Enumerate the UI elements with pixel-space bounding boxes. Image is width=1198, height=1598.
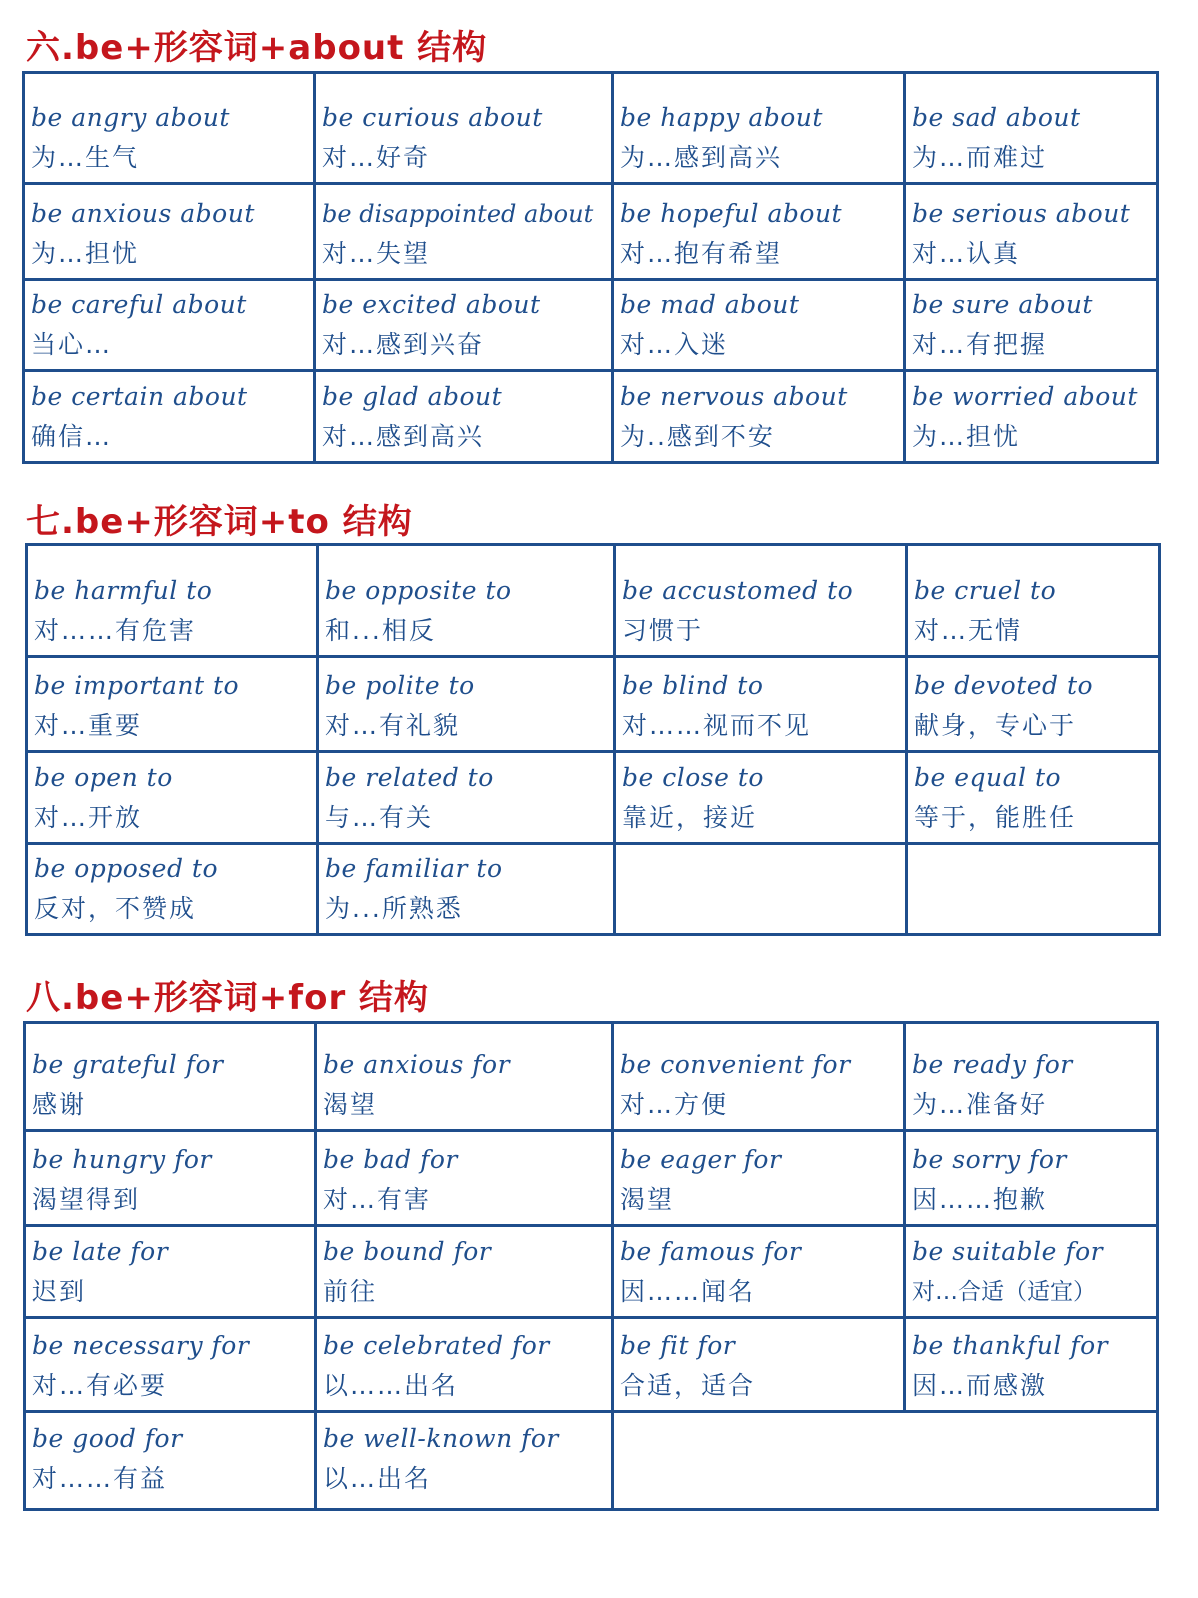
phrase-en: be sure about [912, 290, 1093, 319]
table-cell [28, 845, 319, 933]
table-cell [28, 546, 319, 658]
phrase-zh: 对……有益 [32, 1463, 168, 1493]
phrase-zh: 为…担忧 [31, 239, 140, 268]
section-title-for: 八.be+形容词+for 结构 [26, 978, 430, 1018]
table-cell [26, 1413, 317, 1508]
phrase-zh: 献身，专心于 [914, 711, 1077, 740]
phrase-zh: 对…无情 [914, 616, 1023, 645]
table-cell [614, 281, 906, 372]
table-cell [908, 546, 1158, 658]
phrase-en: be certain about [31, 382, 248, 411]
phrase-en: be celebrated for [323, 1331, 550, 1360]
phrase-zh: 对…有礼貌 [325, 711, 461, 740]
phrase-en: be serious about [912, 199, 1131, 228]
phrase-zh: 对…感到高兴 [322, 422, 485, 451]
phrase-en: be glad about [322, 382, 503, 411]
phrase-en: be devoted to [914, 671, 1094, 700]
table-cell [319, 845, 616, 933]
phrase-zh: 对…入迷 [620, 330, 729, 359]
phrase-en: be fit for [620, 1331, 736, 1360]
table-cell [316, 74, 614, 185]
table-cell [317, 1319, 614, 1413]
table-cell [614, 1024, 906, 1132]
phrase-zh: 前往 [323, 1277, 378, 1306]
phrase-en: be worried about [912, 382, 1138, 411]
phrase-zh: 渴望 [323, 1090, 378, 1119]
phrase-en: be thankful for [912, 1331, 1109, 1360]
phrase-en: be bad for [323, 1145, 458, 1174]
phrase-zh: 为…准备好 [912, 1090, 1048, 1119]
phrase-zh: 感谢 [32, 1090, 87, 1119]
table-cell [319, 658, 616, 753]
phrase-en: be harmful to [34, 576, 213, 605]
section-title-about: 六.be+形容词+about 结构 [26, 28, 488, 68]
phrase-zh: 为…感到高兴 [620, 143, 783, 172]
phrase-zh: 对…有必要 [32, 1371, 168, 1400]
phrase-zh: 为…担忧 [912, 422, 1021, 451]
phrase-en: be sorry for [912, 1145, 1067, 1174]
phrase-en: be necessary for [32, 1331, 250, 1360]
phrase-zh: 合适，适合 [620, 1371, 756, 1400]
section-title-to: 七.be+形容词+to 结构 [26, 502, 413, 542]
phrase-zh: 迟到 [32, 1277, 87, 1306]
phrase-zh: 对……有危害 [34, 616, 197, 645]
table-cell [26, 1132, 317, 1227]
empty-merged-cell [614, 1413, 1156, 1508]
phrase-zh: 习惯于 [622, 616, 704, 645]
table-cell [614, 185, 906, 281]
table-cell [316, 185, 614, 281]
table-for [23, 1021, 1159, 1511]
phrase-en: be anxious about [31, 199, 255, 228]
phrase-en: be suitable for [912, 1237, 1104, 1266]
table-cell [319, 546, 616, 658]
table-cell [26, 1024, 317, 1132]
phrase-en: be mad about [620, 290, 800, 319]
phrase-zh: 对…方便 [620, 1090, 729, 1119]
phrase-zh: 靠近，接近 [622, 803, 758, 832]
phrase-zh: 对…失望 [322, 239, 431, 268]
table-cell [906, 74, 1156, 185]
phrase-en: be hopeful about [620, 199, 843, 228]
phrase-en: be polite to [325, 671, 475, 700]
phrase-zh: 对…有把握 [912, 330, 1048, 359]
phrase-zh: 反对，不赞成 [34, 894, 197, 923]
phrase-zh: 因……抱歉 [912, 1185, 1048, 1214]
phrase-zh: 为…而难过 [912, 143, 1048, 172]
table-cell [616, 658, 908, 753]
table-cell [616, 753, 908, 845]
table-cell [25, 185, 316, 281]
phrase-en: be excited about [322, 290, 541, 319]
phrase-zh: 对…有害 [323, 1185, 432, 1214]
table-cell [28, 658, 319, 753]
phrase-en: be nervous about [620, 382, 848, 411]
table-cell [616, 546, 908, 658]
table-cell [614, 372, 906, 461]
phrase-zh: 以…出名 [323, 1463, 432, 1493]
table-cell [316, 372, 614, 461]
phrase-zh: 为...所熟悉 [325, 894, 463, 923]
empty-cell [616, 845, 908, 933]
phrase-zh: 对…认真 [912, 239, 1021, 268]
phrase-en: be ready for [912, 1050, 1073, 1079]
table-cell [317, 1024, 614, 1132]
phrase-en: be bound for [323, 1237, 492, 1266]
table-cell [319, 753, 616, 845]
phrase-zh: 和...相反 [325, 616, 436, 645]
phrase-en: be blind to [622, 671, 764, 700]
phrase-en: be close to [622, 763, 764, 792]
phrase-zh: 当心… [31, 330, 113, 359]
table-cell [908, 753, 1158, 845]
phrase-en: be sad about [912, 103, 1081, 132]
table-cell [316, 281, 614, 372]
table-cell [26, 1319, 317, 1413]
phrase-en: be equal to [914, 763, 1062, 792]
phrase-en: be grateful for [32, 1050, 224, 1079]
phrase-en: be late for [32, 1237, 169, 1266]
phrase-zh: 对…开放 [34, 803, 143, 832]
phrase-en: be anxious for [323, 1050, 511, 1079]
phrase-en: be good for [32, 1423, 183, 1453]
table-cell [906, 1132, 1156, 1227]
phrase-zh: 为..感到不安 [620, 422, 775, 451]
table-cell [317, 1227, 614, 1319]
table-cell [26, 1227, 317, 1319]
phrase-en: be important to [34, 671, 240, 700]
phrase-en: be hungry for [32, 1145, 212, 1174]
phrase-en: be disappointed about [322, 200, 594, 228]
table-cell [906, 372, 1156, 461]
phrase-zh: 对…抱有希望 [620, 239, 783, 268]
phrase-en: be opposite to [325, 576, 512, 605]
phrase-en: be open to [34, 763, 173, 792]
phrase-zh: 为…生气 [31, 143, 140, 172]
phrase-zh: 确信… [31, 422, 113, 451]
empty-cell [908, 845, 1158, 933]
table-cell [317, 1413, 614, 1508]
table-cell [614, 1227, 906, 1319]
phrase-zh: 对…重要 [34, 711, 143, 740]
phrase-zh: 对……视而不见 [622, 711, 812, 740]
table-cell [614, 74, 906, 185]
phrase-en: be well-known for [323, 1423, 559, 1453]
table-cell [906, 185, 1156, 281]
table-about [22, 71, 1159, 464]
table-cell [614, 1319, 906, 1413]
table-cell [317, 1132, 614, 1227]
phrase-zh: 对…感到兴奋 [322, 330, 485, 359]
phrase-zh: 等于，能胜任 [914, 803, 1077, 832]
phrase-zh: 渴望得到 [32, 1185, 141, 1214]
phrase-en: be careful about [31, 290, 247, 319]
phrase-zh: 渴望 [620, 1185, 675, 1214]
table-cell [614, 1132, 906, 1227]
table-cell [25, 281, 316, 372]
phrase-zh: 以……出名 [323, 1371, 459, 1400]
table-cell [906, 281, 1156, 372]
phrase-zh: 因……闻名 [620, 1277, 756, 1306]
table-cell [25, 372, 316, 461]
table-to [25, 543, 1161, 936]
phrase-en: be angry about [31, 103, 230, 132]
table-cell [908, 658, 1158, 753]
phrase-en: be happy about [620, 103, 823, 132]
table-cell [906, 1024, 1156, 1132]
table-cell [906, 1319, 1156, 1413]
phrase-en: be curious about [322, 103, 543, 132]
phrase-zh: 对…合适（适宜） [912, 1279, 1096, 1305]
phrase-zh: 与…有关 [325, 803, 434, 832]
phrase-en: be accustomed to [622, 576, 854, 605]
table-cell [28, 753, 319, 845]
phrase-en: be eager for [620, 1145, 782, 1174]
phrase-en: be famous for [620, 1237, 802, 1266]
phrase-en: be convenient for [620, 1050, 851, 1079]
phrase-en: be related to [325, 763, 494, 792]
phrase-zh: 因…而感激 [912, 1371, 1048, 1400]
phrase-zh: 对…好奇 [322, 143, 431, 172]
phrase-en: be opposed to [34, 854, 219, 883]
table-cell [906, 1227, 1156, 1319]
table-cell [25, 74, 316, 185]
phrase-en: be cruel to [914, 576, 1057, 605]
phrase-en: be familiar to [325, 854, 503, 883]
